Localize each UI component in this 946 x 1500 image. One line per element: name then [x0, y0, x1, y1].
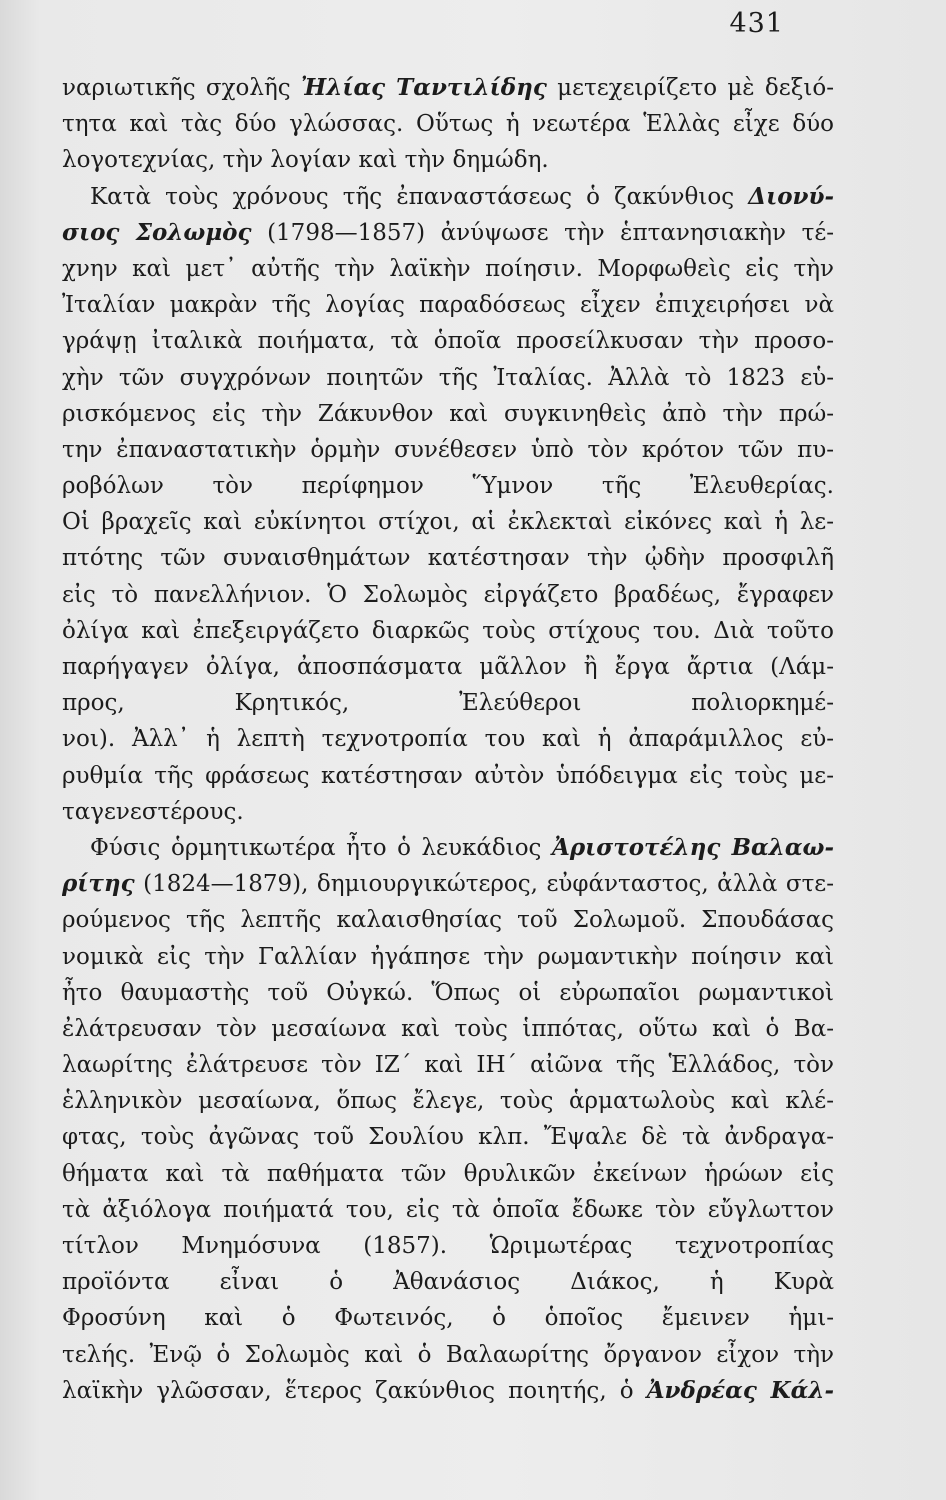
text-line [62, 1228, 834, 1264]
text-run: φτας, τοὺς ἀγῶνας τοῦ Σουλίου κλπ. Ἔψαλε δὲ τὰ ἀνδραγα- [62, 1124, 834, 1151]
text-run: ἑλληνικὸν μεσαίωνα, ὅπως ἔλεγε, τοὺς ἁρματωλοὺς καὶ κλέ- [62, 1088, 834, 1115]
text-run: ροβόλων τὸν περίφημον Ὕμνον τῆς Ἐλευθερίας. [62, 473, 834, 500]
text-run: νοι). Ἀλλ᾿ ἡ λεπτὴ τεχνοτροπία του καὶ ἡ ἀπαράμιλλος εὐ- [62, 726, 834, 753]
text-run: τίτλον Μνημόσυνα (1857). Ὡριμωτέρας τεχνοτροπίας [62, 1233, 834, 1259]
text-run: προϊόντα εἶναι ὁ Ἀθανάσιος Διάκος, ἡ Κυρὰ [62, 1269, 834, 1296]
text-line [62, 975, 834, 1011]
text-line [62, 902, 834, 938]
text-line [62, 432, 834, 468]
text-line [62, 1373, 834, 1409]
text-line [62, 1156, 834, 1192]
text-run: ὀλίγα καὶ ἐπεξειργάζετο διαρκῶς τοὺς στίχους του. Διὰ τοῦτο [62, 617, 834, 644]
text-line [62, 1047, 834, 1083]
text-run: την ἐπαναστατικὴν ὁρμὴν συνέθεσεν ὑπὸ τὸν κρότον τῶν πυ- [62, 436, 834, 463]
text-run: Ἰταλίαν μακρὰν τῆς λογίας παραδόσεως εἶχεν ἐπιχειρήσει νὰ [62, 292, 834, 319]
text-line [62, 1119, 834, 1155]
text-line [62, 1300, 834, 1336]
text-run: εἰς τὸ πανελλήνιον. Ὁ Σολωμὸς εἰργάζετο βραδέως, ἔγραφεν [62, 581, 834, 608]
emphasized-name: Ἀνδρέας Κάλ- [646, 1376, 834, 1404]
text-run: παρήγαγεν ὀλίγα, ἀποσπάσματα μᾶλλον ἢ ἔργα ἄρτια (Λάμ- [62, 654, 834, 680]
text-run: τελής. Ἐνῷ ὁ Σολωμὸς καὶ ὁ Βαλαωρίτης ὄργανον εἶχον τὴν [62, 1341, 834, 1368]
text-line [62, 685, 834, 721]
text-run: Φύσις ὁρμητικωτέρα ἦτο ὁ λευκάδιος [90, 834, 552, 861]
text-line [62, 1192, 834, 1228]
text-line [62, 323, 834, 359]
text-run: Κατὰ τοὺς χρόνους τῆς ἐπαναστάσεως ὁ ζακύνθιος [90, 183, 749, 210]
text-line [62, 1011, 834, 1047]
page-number: 431 [729, 8, 784, 39]
text-run: λαϊκὴν γλῶσσαν, ἕτερος ζακύνθιος ποιητής, ὁ [62, 1377, 647, 1404]
emphasized-name: Ἀριστοτέλης Βαλαω- [552, 833, 834, 861]
text-run: γράψῃ ἰταλικὰ ποιήματα, τὰ ὁποῖα προσείλκυσαν τὴν προσο- [62, 328, 834, 355]
text-run: ἦτο θαυμαστὴς τοῦ Οὐγκώ. Ὅπως οἱ εὐρωπαῖοι ρωμαντικοὶ [62, 979, 834, 1006]
text-line [62, 179, 834, 215]
text-line [62, 70, 834, 106]
emphasized-name: ρίτης [62, 870, 135, 898]
text-line [62, 215, 834, 251]
text-line [62, 504, 834, 540]
text-run: Οἱ βραχεῖς καὶ εὐκίνητοι στίχοι, αἱ ἐκλεκταὶ εἰκόνες καὶ ἡ λε- [62, 509, 834, 536]
text-run: νομικὰ εἰς τὴν Γαλλίαν ἠγάπησε τὴν ρωμαντικὴν ποίησιν καὶ [62, 943, 834, 970]
text-line [62, 794, 834, 830]
text-line [62, 106, 834, 142]
text-run: προς, Κρητικός, Ἐλεύθεροι πολιορκημέ- [62, 690, 834, 717]
text-line [62, 866, 834, 902]
text-line [62, 540, 834, 576]
text-run: ρισκόμενος εἰς τὴν Ζάκυνθον καὶ συγκινηθεὶς ἀπὸ τὴν πρώ- [62, 400, 834, 427]
text-run: πτότης τῶν συναισθημάτων κατέστησαν τὴν ᾠδὴν προσφιλῆ [62, 545, 834, 572]
text-run: (1824—1879), δημιουργικώτερος, εὐφάνταστος, ἀλλὰ στε- [134, 871, 834, 898]
text-run: μετεχειρίζετο μὲ δεξιό- [546, 75, 834, 101]
text-run: ναριωτικῆς σχολῆς [62, 75, 301, 101]
text-line [62, 1083, 834, 1119]
emphasized-name: Διονύ- [748, 182, 834, 210]
text-line [62, 1337, 834, 1373]
text-run: ρούμενος τῆς λεπτῆς καλαισθησίας τοῦ Σολωμοῦ. Σπουδάσας [62, 907, 834, 934]
text-run: λαωρίτης ἐλάτρευσε τὸν ΙΖ´ καὶ ΙΗ´ αἰῶνα τῆς Ἑλλάδος, τὸν [62, 1052, 834, 1079]
text-line [62, 468, 834, 504]
text-line [62, 142, 834, 178]
emphasized-name: Ἠλίας Ταντιλίδης [300, 74, 547, 101]
text-run: ταγενεστέρους. [62, 798, 244, 825]
text-run: θήματα καὶ τὰ παθήματα τῶν θρυλικῶν ἐκείνων ἡρώων εἰς [62, 1160, 834, 1187]
text-line [62, 396, 834, 432]
text-line [62, 721, 834, 757]
text-line [62, 251, 834, 287]
text-line [62, 939, 834, 975]
text-line [62, 830, 834, 866]
body-text [62, 70, 834, 1409]
text-run: Φροσύνη καὶ ὁ Φωτεινός, ὁ ὁποῖος ἔμεινεν ἡμι- [62, 1305, 834, 1332]
text-run: χνην καὶ μετ᾿ αὐτῆς τὴν λαϊκὴν ποίησιν. Μορφωθεὶς εἰς τὴν [62, 255, 834, 282]
text-run: τὰ ἀξιόλογα ποιήματά του, εἰς τὰ ὁποῖα ἔδωκε τὸν εὔγλωττον [62, 1196, 834, 1223]
text-run: (1798—1857) ἀνύψωσε τὴν ἑπτανησιακὴν τέ- [251, 219, 834, 246]
text-line [62, 1264, 834, 1300]
text-run: λογοτεχνίας, τὴν λογίαν καὶ τὴν δημώδη. [62, 147, 549, 174]
text-line [62, 613, 834, 649]
text-line [62, 287, 834, 323]
emphasized-name: σιος Σολωμὸς [62, 218, 252, 246]
text-run: τητα καὶ τὰς δύο γλώσσας. Οὕτως ἡ νεωτέρα Ἑλλὰς εἶχε δύο [62, 111, 834, 138]
text-line [62, 577, 834, 613]
text-line [62, 758, 834, 794]
text-run: χὴν τῶν συγχρόνων ποιητῶν τῆς Ἰταλίας. Ἀλλὰ τὸ 1823 εὑ- [62, 364, 834, 391]
text-run: ἐλάτρευσαν τὸν μεσαίωνα καὶ τοὺς ἱππότας, οὕτω καὶ ὁ Βα- [62, 1015, 834, 1042]
text-line [62, 360, 834, 396]
text-run: ρυθμία τῆς φράσεως κατέστησαν αὐτὸν ὑπόδειγμα εἰς τοὺς με- [62, 762, 834, 789]
text-line [62, 649, 834, 685]
